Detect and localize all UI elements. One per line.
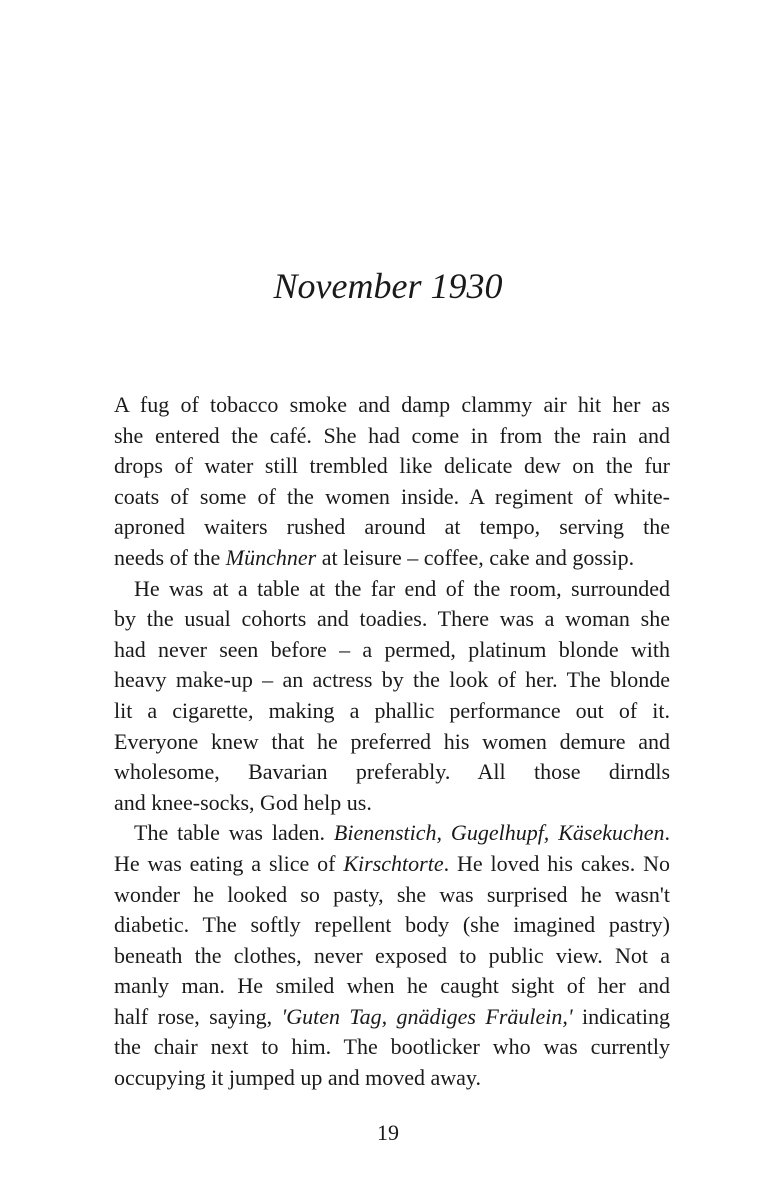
text-line: aproned waiters rushed around at tempo, serving the: [114, 514, 670, 540]
text-line: diabetic. The softly repellent body (she imagined pastry): [114, 912, 670, 938]
italic-term: 'Guten Tag, gnädiges Fräulein,': [281, 1003, 573, 1029]
chapter-title: November 1930: [273, 266, 503, 306]
text-line: manly man. He smiled when he caught sight of her and: [114, 973, 670, 999]
text-line: lit a cigarette, making a phallic performance out of it.: [114, 697, 670, 723]
text-segment: He was eating a slice of: [114, 850, 344, 876]
page-number: 19: [377, 1120, 399, 1145]
italic-term: Bienenstich, Gugelhupf, Käsekuchen: [333, 820, 665, 846]
text-line: He was at a table at the far end of the room, surrounded: [134, 575, 670, 601]
text-segment: needs of the: [114, 544, 226, 570]
text-line: drops of water still trembled like delicate dew on the fur: [114, 453, 670, 479]
text-line: [114, 818, 670, 849]
text-segment: at leisure – coffee, cake and gossip.: [316, 544, 635, 570]
text-segment: indicating: [572, 1003, 671, 1029]
italic-term: Kirschtorte: [343, 850, 444, 876]
text-line: Everyone knew that he preferred his women demure and: [114, 728, 670, 754]
text-line: A fug of tobacco smoke and damp clammy air hit her as: [114, 392, 670, 417]
text-segment: .: [664, 820, 670, 846]
body-text: [114, 390, 670, 1094]
text-segment: The table was laden.: [134, 820, 334, 846]
text-line: wonder he looked so pasty, she was surprised he wasn't: [114, 881, 670, 907]
text-line: wholesome, Bavarian preferably. All those dirndls: [114, 759, 670, 785]
text-line: [114, 1002, 670, 1033]
text-line: by the usual cohorts and toadies. There was a woman she: [114, 606, 670, 632]
text-line: occupying it jumped up and moved away.: [114, 1065, 481, 1091]
text-line: beneath the clothes, never exposed to public view. Not a: [114, 942, 670, 968]
text-segment: . He loved his cakes. No: [443, 850, 671, 876]
italic-term: Münchner: [225, 544, 317, 570]
text-line: [114, 543, 670, 574]
text-line: had never seen before – a permed, platinum blonde with: [114, 636, 670, 662]
text-line: heavy make-up – an actress by the look of her. The blonde: [114, 667, 670, 693]
text-line: the chair next to him. The bootlicker who was currently: [114, 1034, 670, 1060]
text-line: she entered the café. She had come in from the rain and: [114, 422, 670, 448]
text-segment: half rose, saying,: [114, 1003, 282, 1029]
text-line: coats of some of the women inside. A regiment of white-: [114, 483, 670, 509]
text-line: [114, 849, 670, 880]
text-line: and knee-socks, God help us.: [114, 789, 372, 815]
